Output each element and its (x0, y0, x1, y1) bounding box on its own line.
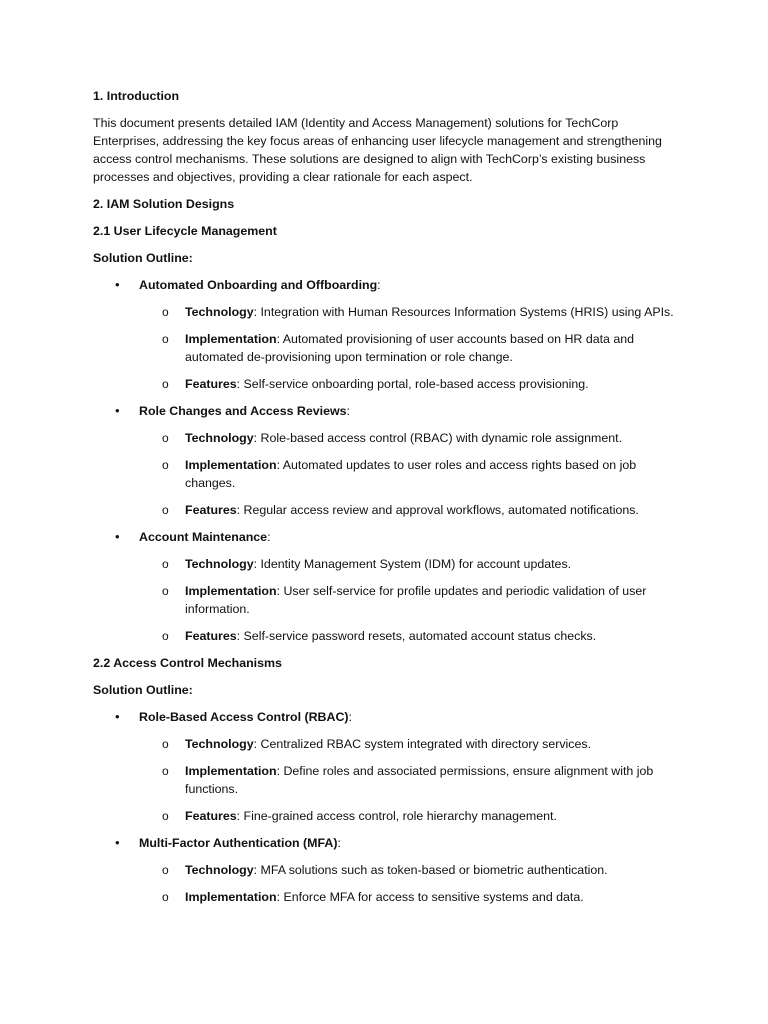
bullet-icon: • (115, 403, 120, 418)
sub-list-item (93, 582, 683, 618)
sub-item-text: : Enforce MFA for access to sensitive systems and data. (276, 890, 584, 904)
sub-list-item (93, 807, 683, 825)
bullet-icon: • (115, 709, 120, 724)
sub-item-text: : Integration with Human Resources Information Systems (HRIS) using APIs. (253, 305, 674, 319)
circle-bullet-icon: o (162, 629, 169, 643)
ulm-outline-label: Solution Outline: (93, 251, 193, 265)
circle-bullet-icon: o (162, 503, 169, 517)
designs-heading: 2. IAM Solution Designs (93, 197, 235, 211)
sub-item-text: : Fine-grained access control, role hierarchy management. (236, 809, 557, 823)
list-item (93, 708, 683, 726)
sub-item-label: Features (185, 503, 237, 517)
sub-item-label: Features (185, 629, 237, 643)
circle-bullet-icon: o (162, 863, 169, 877)
sub-item-text: : Centralized RBAC system integrated with directory services. (253, 737, 592, 751)
circle-bullet-icon: o (162, 737, 169, 751)
sub-item-label: Technology (185, 737, 254, 751)
list-item (93, 276, 683, 294)
sub-item-text: : Role-based access control (RBAC) with dynamic role assignment. (253, 431, 623, 445)
sub-list-item (93, 330, 683, 366)
sub-item-text: : Define roles and associated permissions, ensure alignment with job functions. (185, 764, 654, 796)
bullet-icon: • (115, 529, 120, 544)
sub-item-text: : Automated provisioning of user accounts based on HR data and automated de-provisioning upon termination or role change. (185, 332, 635, 364)
circle-bullet-icon: o (162, 305, 169, 319)
sub-list-item (93, 303, 683, 321)
document-page (93, 87, 683, 915)
sub-item-text: : User self-service for profile updates and periodic validation of user information. (185, 584, 647, 616)
bullet-icon: • (115, 277, 120, 292)
sub-item-text: : Regular access review and approval workflows, automated notifications. (236, 503, 639, 517)
item-title: Automated Onboarding and Offboarding (139, 278, 378, 292)
sub-item-label: Implementation (185, 584, 277, 598)
intro-paragraph: This document presents detailed IAM (Identity and Access Management) solutions for TechCorp Enterprises, addressing the key focus areas of enhancing user lifecycle management and strengthening access control mechanisms. These solutions are designed to align with TechCorp’s existing business processes and objectives, providing a clear rationale for each aspect. (93, 116, 662, 184)
sub-item-label: Features (185, 809, 237, 823)
sub-list-item (93, 627, 683, 645)
acm-heading: 2.2 Access Control Mechanisms (93, 656, 282, 670)
circle-bullet-icon: o (162, 557, 169, 571)
item-title: Role-Based Access Control (RBAC) (139, 710, 349, 724)
sub-list-item (93, 735, 683, 753)
sub-list-item (93, 456, 683, 492)
item-colon: : (337, 836, 341, 850)
sub-item-text: : Identity Management System (IDM) for account updates. (253, 557, 572, 571)
sub-item-label: Technology (185, 863, 254, 877)
sub-list-item (93, 762, 683, 798)
list-item (93, 834, 683, 852)
circle-bullet-icon: o (162, 458, 169, 472)
item-colon: : (346, 404, 350, 418)
circle-bullet-icon: o (162, 584, 169, 598)
circle-bullet-icon: o (162, 431, 169, 445)
sub-item-label: Technology (185, 431, 254, 445)
sub-list-item (93, 861, 683, 879)
sub-item-label: Implementation (185, 764, 277, 778)
sub-item-label: Implementation (185, 458, 277, 472)
sub-item-label: Implementation (185, 890, 277, 904)
sub-list-item (93, 429, 683, 447)
sub-item-label: Features (185, 377, 237, 391)
item-colon: : (377, 278, 381, 292)
acm-outline-label: Solution Outline: (93, 683, 193, 697)
sub-item-label: Technology (185, 557, 254, 571)
item-title: Role Changes and Access Reviews (139, 404, 347, 418)
sub-item-text: : MFA solutions such as token-based or biometric authentication. (253, 863, 608, 877)
sub-list-item (93, 501, 683, 519)
sub-item-label: Technology (185, 305, 254, 319)
sub-list-item (93, 375, 683, 393)
item-colon: : (348, 710, 352, 724)
sub-list-item (93, 888, 683, 906)
intro-heading: 1. Introduction (93, 89, 180, 103)
sub-item-text: : Automated updates to user roles and access rights based on job changes. (185, 458, 637, 490)
ulm-heading: 2.1 User Lifecycle Management (93, 224, 277, 238)
circle-bullet-icon: o (162, 890, 169, 904)
circle-bullet-icon: o (162, 332, 169, 346)
sub-item-label: Implementation (185, 332, 277, 346)
circle-bullet-icon: o (162, 764, 169, 778)
sub-list-item (93, 555, 683, 573)
list-item (93, 528, 683, 546)
circle-bullet-icon: o (162, 809, 169, 823)
item-title: Account Maintenance (139, 530, 268, 544)
item-colon: : (267, 530, 271, 544)
bullet-icon: • (115, 835, 120, 850)
list-item (93, 402, 683, 420)
sub-item-text: : Self-service password resets, automated account status checks. (236, 629, 597, 643)
circle-bullet-icon: o (162, 377, 169, 391)
sub-item-text: : Self-service onboarding portal, role-based access provisioning. (236, 377, 589, 391)
item-title: Multi-Factor Authentication (MFA) (139, 836, 338, 850)
